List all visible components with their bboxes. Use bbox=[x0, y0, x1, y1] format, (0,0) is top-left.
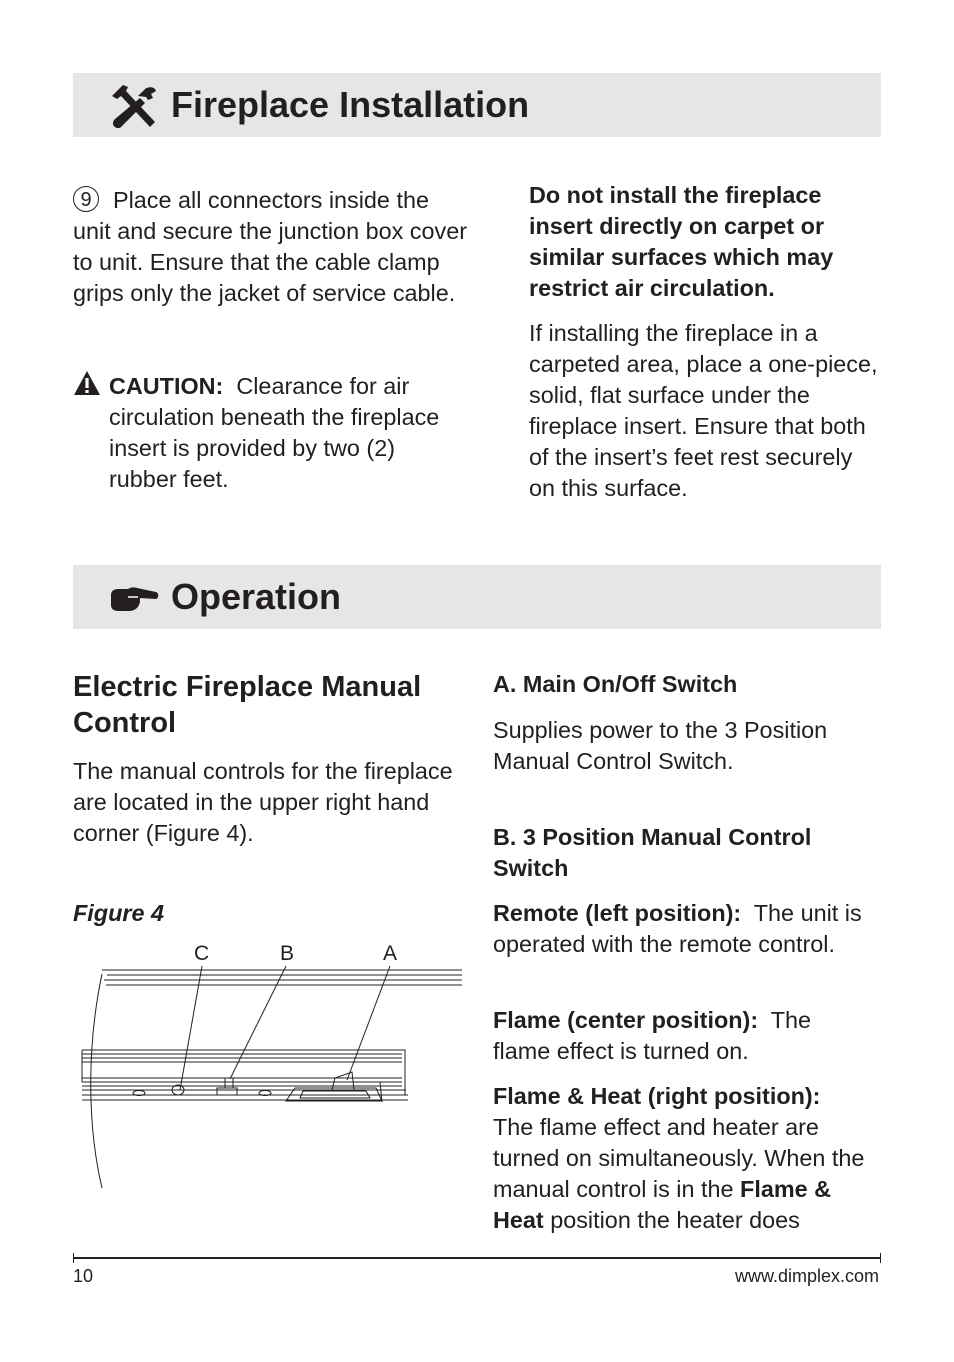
footer-rule bbox=[73, 1257, 881, 1259]
remote-text: The unit is operated with the remote control. bbox=[493, 900, 862, 957]
tools-icon bbox=[109, 82, 159, 130]
manual-control-heading: Electric Fireplace Manual Control bbox=[73, 671, 422, 739]
step-number: 9 bbox=[73, 186, 99, 212]
page-number: 10 bbox=[73, 1266, 94, 1286]
caution-paragraph bbox=[109, 371, 459, 495]
remote-paragraph bbox=[493, 898, 873, 960]
switch-a-heading: A. Main On/Off Switch bbox=[493, 671, 738, 697]
section-banner-installation bbox=[73, 73, 881, 137]
caution-text: Clearance for air circulation beneath the fireplace insert is provided by two (2) rubber feet. bbox=[109, 373, 440, 492]
manual-control-text: The manual controls for the fireplace are located in the upper right hand corner (Figure 4). bbox=[73, 758, 453, 846]
carpet-warning: Do not install the fireplace insert directly on carpet or similar surfaces which may restrict air circulation. bbox=[529, 182, 834, 301]
carpet-instructions: If installing the fireplace in a carpeted area, place a one-piece, solid, flat surface under the fireplace insert. Ensure that both of the insert’s feet rest securely on this surface. bbox=[529, 320, 878, 501]
remote-label: Remote (left position): bbox=[493, 900, 742, 926]
caution-label: CAUTION: bbox=[109, 373, 224, 399]
figure-4-diagram bbox=[70, 930, 470, 1200]
figure-label-a: A bbox=[383, 942, 398, 965]
flame-label: Flame (center position): bbox=[493, 1007, 759, 1033]
figure-label-b: B bbox=[280, 942, 295, 965]
section-title-installation: Fireplace Installation bbox=[171, 84, 530, 125]
flame-heat-text-1: The flame effect and heater are turned on simultaneously. When the manual control is in the bbox=[493, 1114, 865, 1202]
switch-b-heading: B. 3 Position Manual Control Switch bbox=[493, 824, 812, 881]
footer-rule-end-right bbox=[880, 1253, 881, 1263]
switch-a-text: Supplies power to the 3 Position Manual Control Switch. bbox=[493, 717, 828, 774]
warning-icon bbox=[73, 370, 101, 396]
step-9-paragraph bbox=[73, 185, 468, 309]
footer-rule-end-left bbox=[73, 1253, 74, 1263]
flame-heat-bold: Flame & Heat bbox=[493, 1176, 832, 1233]
footer-url[interactable]: www.dimplex.com bbox=[734, 1266, 879, 1286]
section-banner-operation bbox=[73, 565, 881, 629]
flame-text: The flame effect is turned on. bbox=[493, 1007, 812, 1064]
flame-paragraph bbox=[493, 1005, 873, 1067]
flame-heat-paragraph bbox=[493, 1081, 885, 1236]
step-9-text: Place all connectors inside the unit and secure the junction box cover to unit. Ensure that the cable clamp grips only the jacket of service cable. bbox=[73, 187, 467, 306]
figure-label-c: C bbox=[194, 942, 210, 965]
pointing-hand-icon bbox=[109, 583, 159, 617]
flame-heat-text-2: position the heater does bbox=[550, 1207, 800, 1233]
figure-caption: Figure 4 bbox=[73, 900, 164, 926]
flame-heat-label: Flame & Heat (right position): bbox=[493, 1083, 821, 1109]
section-title-operation: Operation bbox=[171, 576, 342, 617]
